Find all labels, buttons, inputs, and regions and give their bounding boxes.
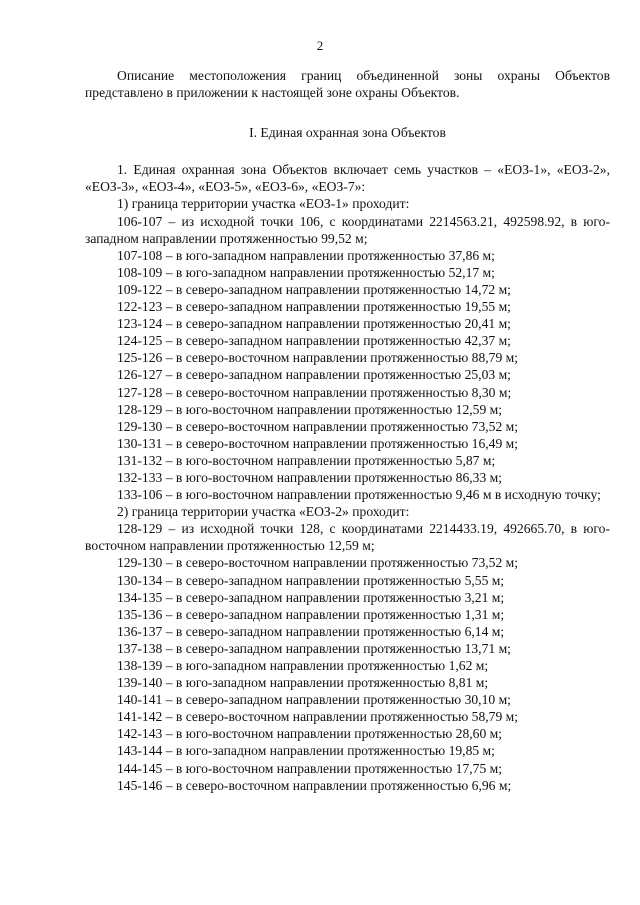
list-item: 130-134 – в северо-западном направлении протяженностью 5,55 м; xyxy=(117,572,505,588)
list-item: 137-138 – в северо-западном направлении протяженностью 13,71 м; xyxy=(117,640,511,656)
list-item: 136-137 – в северо-западном направлении протяженностью 6,14 м; xyxy=(117,623,505,639)
page-number: 2 xyxy=(316,38,324,53)
area-2-heading: 2) граница территории участка «ЕОЗ-2» проходит: xyxy=(117,504,410,520)
list-item: 141-142 – в северо-восточном направлении протяженностью 58,79 м; xyxy=(117,709,519,725)
list-item: 107-108 – в юго-западном направлении протяженностью 37,86 м; xyxy=(117,247,495,263)
list-item: 129-130 – в северо-восточном направлении протяженностью 73,52 м; xyxy=(117,418,519,434)
area-1-first-segment: 106-107 – из исходной точки 106, с координатами 2214563.21, 492598.92, в юго-западном направлении протяженностью 99,52 м; xyxy=(85,213,610,246)
list-item: 129-130 – в северо-восточном направлении протяженностью 73,52 м; xyxy=(117,555,519,571)
list-item: 126-127 – в северо-западном направлении протяженностью 25,03 м; xyxy=(117,367,511,383)
section-heading: I. Единая охранная зона Объектов xyxy=(249,125,446,141)
document-body xyxy=(85,67,610,794)
list-item: 122-123 – в северо-западном направлении протяженностью 19,55 м; xyxy=(117,299,511,315)
list-item: 108-109 – в юго-западном направлении протяженностью 52,17 м; xyxy=(117,264,495,280)
list-item: 131-132 – в юго-восточном направлении протяженностью 5,87 м; xyxy=(117,452,496,468)
list-item: 127-128 – в северо-восточном направлении протяженностью 8,30 м; xyxy=(117,384,512,400)
list-item: 135-136 – в северо-западном направлении протяженностью 1,31 м; xyxy=(117,606,505,622)
list-item: 138-139 – в юго-западном направлении протяженностью 1,62 м; xyxy=(117,658,489,673)
area-2-first-segment: 128-129 – из исходной точки 128, с координатами 2214433.19, 492665.70, в юго-восточном направлении протяженностью 12,59 м; xyxy=(85,521,610,554)
area-1-segment-list xyxy=(85,247,610,486)
list-item: 145-146 – в северо-восточном направлении протяженностью 6,96 м; xyxy=(117,777,512,793)
intro-paragraph: Описание местоположения границ объединенной зоны охраны Объектов представлено в приложении к настоящей зоне охраны Объектов. xyxy=(85,68,610,101)
item-1-paragraph: 1. Единая охранная зона Объектов включает семь участков – «ЕОЗ-1», «ЕОЗ-2», «ЕОЗ-3», «ЕОЗ-4», «ЕОЗ-5», «ЕОЗ-6», «ЕОЗ-7»: xyxy=(85,162,610,195)
list-item: 144-145 – в юго-восточном направлении протяженностью 17,75 м; xyxy=(117,760,503,776)
list-item: 130-131 – в северо-восточном направлении протяженностью 16,49 м; xyxy=(117,435,519,451)
area-1-last-segment: 133-106 – в юго-восточном направлении протяженностью 9,46 м в исходную точку; xyxy=(117,487,601,503)
list-item: 123-124 – в северо-западном направлении протяженностью 20,41 м; xyxy=(117,316,511,332)
list-item: 124-125 – в северо-западном направлении протяженностью 42,37 м; xyxy=(117,333,511,349)
list-item: 143-144 – в юго-западном направлении протяженностью 19,85 м; xyxy=(117,743,495,759)
list-item: 125-126 – в северо-восточном направлении протяженностью 88,79 м; xyxy=(117,350,519,366)
list-item: 109-122 – в северо-западном направлении протяженностью 14,72 м; xyxy=(117,281,511,297)
list-item: 128-129 – в юго-восточном направлении протяженностью 12,59 м; xyxy=(117,401,503,417)
area-1-heading: 1) граница территории участка «ЕОЗ-1» проходит: xyxy=(117,196,410,212)
list-item: 132-133 – в юго-восточном направлении протяженностью 86,33 м; xyxy=(117,469,503,485)
list-item: 139-140 – в юго-западном направлении протяженностью 8,81 м; xyxy=(117,675,489,691)
list-item: 142-143 – в юго-восточном направлении протяженностью 28,60 м; xyxy=(117,726,503,742)
area-2-segment-list xyxy=(85,554,610,793)
list-item: 140-141 – в северо-западном направлении протяженностью 30,10 м; xyxy=(117,692,511,708)
list-item: 134-135 – в северо-западном направлении протяженностью 3,21 м; xyxy=(117,589,505,605)
